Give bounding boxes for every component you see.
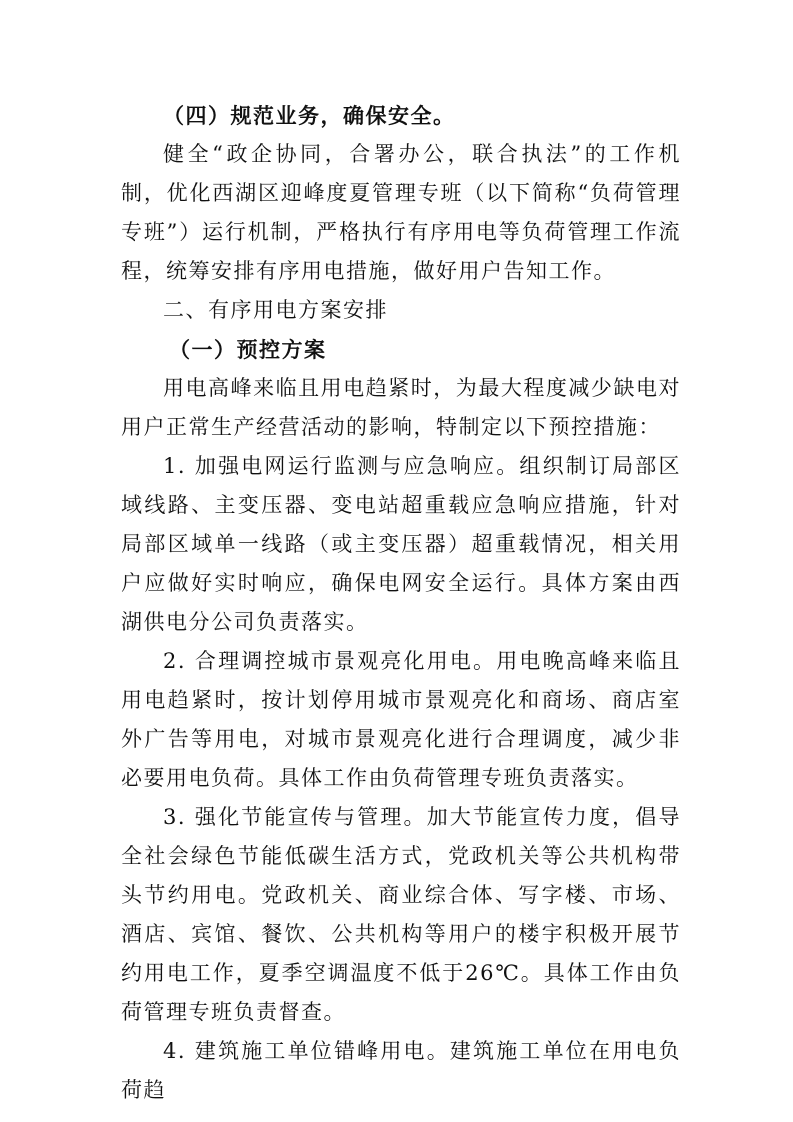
body-paragraph-mechanism: 健全“政企协同，合署办公，联合执法”的工作机制，优化西湖区迎峰度夏管理专班（以下简称“负荷管理专班”）运行机制，严格执行有序用电等负荷管理工作流程，统筹安排有序用电措施，做好用户告知工作。 [121, 142, 681, 283]
body-paragraph-intro: 用电高峰来临且用电趋紧时，为最大程度减少缺电对用户正常生产经营活动的影响，特制定以下预控措施： [121, 376, 681, 439]
list-item-2: 2. 合理调控城市景观亮化用电。用电晚高峰来临且用电趋紧时，按计划停用城市景观亮化和商场、商店室外广告等用电，对城市景观亮化进行合理调度，减少非必要用电负荷。具体工作由负荷管理专班负责落实。 [121, 649, 681, 790]
list-item-4: 4. 建筑施工单位错峰用电。建筑施工单位在用电负荷趋 [121, 1039, 681, 1102]
chapter-heading-two: 二、有序用电方案安排 [163, 298, 388, 322]
document-body [121, 96, 681, 1110]
section-heading-one: （一）预控方案 [169, 337, 327, 362]
section-heading-four: （四）规范业务，确保安全。 [163, 103, 456, 128]
list-item-1: 1. 加强电网运行监测与应急响应。组织制订局部区域线路、主变压器、变电站超重载应急响应措施，针对局部区域单一线路（或主变压器）超重载情况，相关用户应做好实时响应，确保电网安全运行。具体方案由西湖供电分公司负责落实。 [121, 454, 681, 634]
list-item-3: 3. 强化节能宣传与管理。加大节能宣传力度，倡导全社会绿色节能低碳生活方式，党政机关等公共机构带头节约用电。党政机关、商业综合体、写字楼、市场、酒店、宾馆、餐饮、公共机构等用户的楼宇积极开展节约用电工作，夏季空调温度不低于26℃。具体工作由负荷管理专班负责督查。 [121, 805, 681, 1024]
